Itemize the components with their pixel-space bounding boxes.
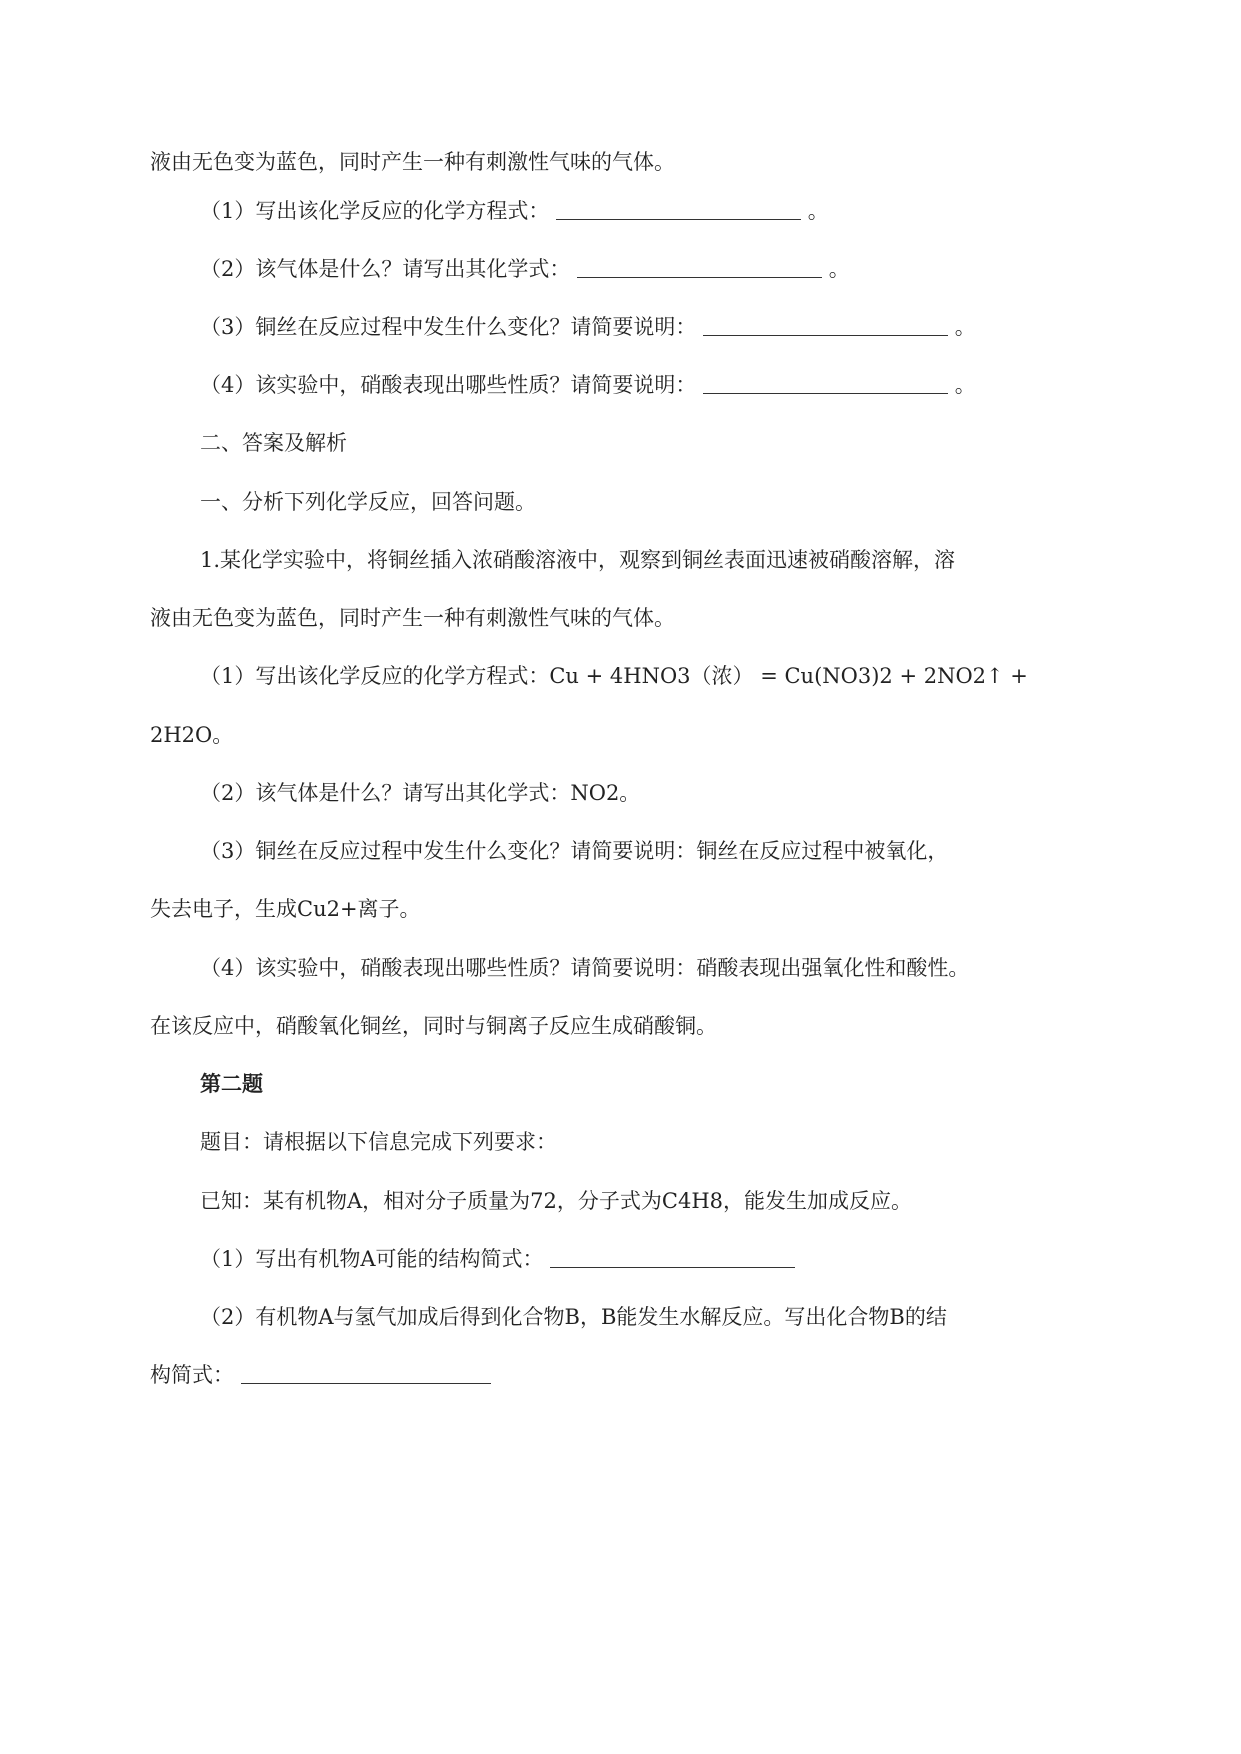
- text: 液由无色变为蓝色，同时产生一种有刺激性气味的气体。: [150, 150, 675, 174]
- question-text: （4）该实验中，硝酸表现出哪些性质？请简要说明：: [200, 373, 697, 397]
- question-text: 构简式：: [150, 1363, 234, 1387]
- question-4-line: [200, 370, 976, 400]
- answer-line: 2H2O。: [150, 723, 234, 747]
- answer-line: （1）写出该化学反应的化学方程式：Cu + 4HNO3（浓） = Cu(NO3)2 + 2NO2↑ +: [200, 664, 1028, 688]
- answer-blank[interactable]: [703, 313, 948, 336]
- question-text: （2）该气体是什么？请写出其化学式：: [200, 257, 571, 281]
- answer-line: 失去电子，生成Cu2+离子。: [150, 897, 421, 921]
- answer-blank[interactable]: [241, 1361, 491, 1384]
- paragraph-line: [150, 147, 675, 177]
- punctuation: 。: [807, 199, 829, 223]
- answer-line: （3）铜丝在反应过程中发生什么变化？请简要说明：铜丝在反应过程中被氧化，: [200, 839, 949, 863]
- question-title: 第二题: [200, 1072, 263, 1096]
- question-text: （1）写出该化学反应的化学方程式：: [200, 199, 550, 223]
- question-1-line: [200, 196, 829, 226]
- paragraph-line: 题目：请根据以下信息完成下列要求：: [200, 1130, 557, 1154]
- section-subheading: 一、分析下列化学反应，回答问题。: [200, 490, 536, 514]
- paragraph-line: 1.某化学实验中，将铜丝插入浓硝酸溶液中，观察到铜丝表面迅速被硝酸溶解，溶: [200, 548, 956, 572]
- section-heading: 二、答案及解析: [200, 431, 347, 455]
- question-line: [200, 1244, 795, 1274]
- question-line: [150, 1360, 491, 1390]
- question-text: （1）写出有机物A可能的结构简式：: [200, 1247, 544, 1271]
- answer-blank[interactable]: [577, 255, 822, 278]
- answer-line: （4）该实验中，硝酸表现出哪些性质？请简要说明：硝酸表现出强氧化性和酸性。: [200, 956, 970, 980]
- paragraph-line: 已知：某有机物A，相对分子质量为72，分子式为C4H8，能发生加成反应。: [200, 1189, 912, 1213]
- answer-blank[interactable]: [556, 197, 801, 220]
- punctuation: 。: [954, 373, 976, 397]
- question-line: （2）有机物A与氢气加成后得到化合物B，B能发生水解反应。写出化合物B的结: [200, 1305, 947, 1329]
- answer-blank[interactable]: [550, 1245, 795, 1268]
- paragraph-line: 液由无色变为蓝色，同时产生一种有刺激性气味的气体。: [150, 606, 675, 630]
- answer-line: 在该反应中，硝酸氧化铜丝，同时与铜离子反应生成硝酸铜。: [150, 1014, 717, 1038]
- answer-line: （2）该气体是什么？请写出其化学式：NO2。: [200, 781, 641, 805]
- question-text: （3）铜丝在反应过程中发生什么变化？请简要说明：: [200, 315, 697, 339]
- punctuation: 。: [954, 315, 976, 339]
- question-2-line: [200, 254, 850, 284]
- question-3-line: [200, 312, 976, 342]
- punctuation: 。: [828, 257, 850, 281]
- answer-blank[interactable]: [703, 371, 948, 394]
